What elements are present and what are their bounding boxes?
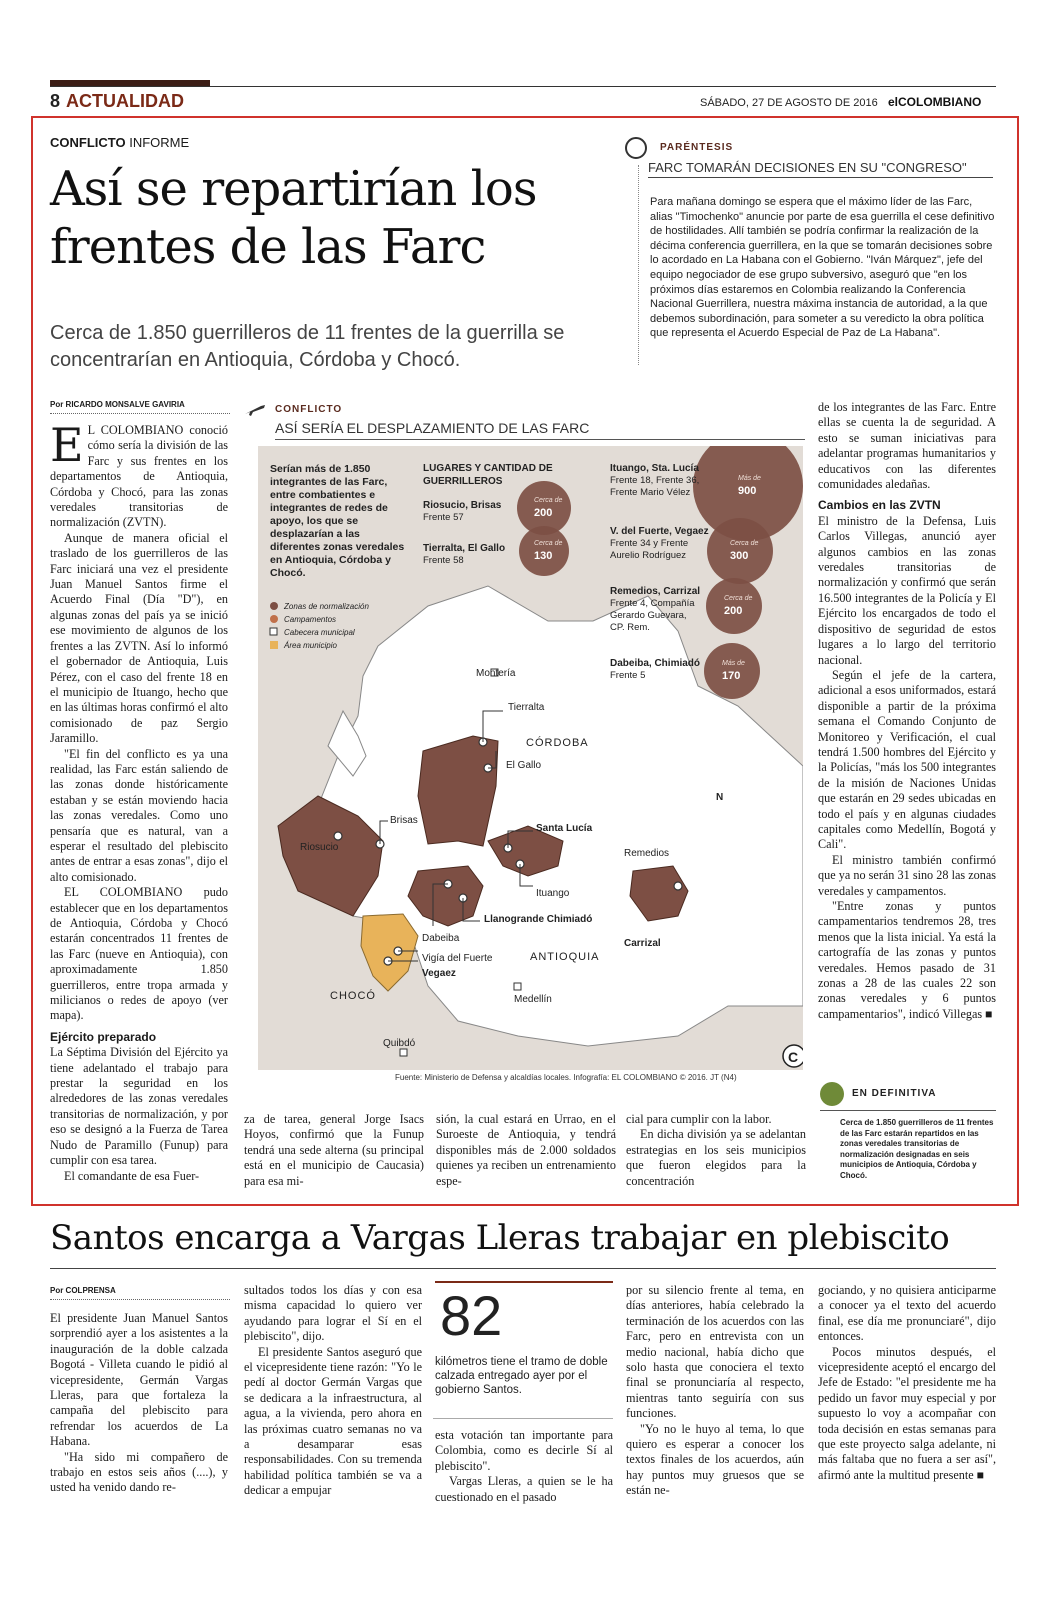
issue-date: SÁBADO, 27 DE AGOSTO DE 2016 bbox=[700, 97, 878, 109]
paragraph: EL COLOMBIANO pudo establecer que en los departamentos de Antioquia, Córdoba y Chocó estarán concentrados 11 frentes de las Farc (nueve en Antioquia), con aproximadamente 1.850 guerrilleros, entre tropa armada y milicianos o redes de apoyo (ver mapa). bbox=[50, 885, 228, 1023]
infographic-map bbox=[258, 446, 803, 1070]
headline-2-rule bbox=[50, 1268, 996, 1269]
group-count: 300 bbox=[730, 550, 749, 562]
stat-separator bbox=[433, 1418, 613, 1419]
infographic-kicker: CONFLICTO bbox=[275, 404, 343, 415]
paragraph: El comandante de esa Fuer- bbox=[64, 1168, 200, 1183]
header-rule bbox=[50, 86, 996, 87]
group-fronts: Frente 34 y Frente bbox=[610, 538, 689, 549]
svg-text:Ituango: Ituango bbox=[536, 888, 570, 899]
city-marker bbox=[514, 983, 521, 990]
camp-marker bbox=[334, 832, 342, 840]
parentesis-body: Para mañana domingo se espera que el máximo líder de las Farc, alias "Timochenko" anuncie por parte de esa guerrilla el cese definitivo de hostilidades. Allí también se podría confirmar la realización de la décima conferencia guerrillera, en la que se tomarán decisiones sobre lo acordado en La Habana con el Gobierno. "Iván Márquez", jefe del equipo negociador de ese grupo subversivo, aseguró que "en los próximos días estaremos en Colombia realizando la Conferencia Nacional Guerrillera, nuestra máxima instancia de autoridad, a la que debemos subordinación, para someter a su veredicto la obra política que representa el Acuerdo Especial de Paz de La Habana". bbox=[650, 196, 995, 340]
svg-text:Chocó.: Chocó. bbox=[270, 567, 306, 579]
svg-text:Brisas: Brisas bbox=[390, 815, 418, 826]
camp-marker bbox=[674, 882, 682, 890]
svg-text:Cabecera municipal: Cabecera municipal bbox=[284, 628, 355, 637]
infographic-source: Fuente: Ministerio de Defensa y alcaldías locales. Infografía: EL COLOMBIANO © 2016. JT (N4) bbox=[395, 1073, 737, 1082]
svg-text:N: N bbox=[716, 792, 724, 803]
group-qualifier: Cerca de bbox=[724, 595, 753, 602]
svg-text:CHOCÓ: CHOCÓ bbox=[330, 990, 376, 1002]
group-fronts: Frente 57 bbox=[423, 512, 464, 523]
a2-column-1: El presidente Juan Manuel Santos sorprendió ayer a los asistentes a la inauguración de la doble calzada Bogotá - Villeta cuando le pidió al vicepresidente, Germán Vargas Lleras, para que fortaleza la campaña del plebiscito para refrendar los acuerdos de La Habana. "Ha sido mi compañero de trabajo en estos seis años (....), y usted ha venido dando re- bbox=[50, 1311, 228, 1495]
zone-vegaez bbox=[361, 914, 418, 991]
subhead: Ejército preparado bbox=[50, 1029, 157, 1044]
paragraph: Aunque de manera oficial el traslado de los guerrilleros de las Farc iniciará una vez el presidente Juan Manuel Santos firme el Acuerdo Final (Día "D"), en algunas zonas del país ya se inició ese movimiento de algunos de los frentes a las ZVTN. Así lo informó el gobernador de Antioquia, Luis Pérez, con el caso del frente 18 en el municipio de Ituango, hecho que en las últimas horas confirmó el alto comisionado de paz Sergio Jaramillo. bbox=[50, 530, 228, 746]
headline-2: Santos encarga a Vargas Lleras trabajar en plebiscito bbox=[50, 1218, 950, 1258]
paragraph: El ministro de la Defensa, Luis Carlos Villegas, anunció ayer algunos cambios en las zonas veredales transitorias de normalización y confirmó que serán 16.500 integrantes de la Policía y El Ejército los encargados de todo el dispositivo de seguridad de estos lugares a lo largo del territorio nacional. bbox=[818, 513, 996, 667]
group-place: V. del Fuerte, Vegaez bbox=[610, 526, 709, 537]
group-count: 130 bbox=[534, 550, 553, 562]
svg-text:integrantes de las Farc,: integrantes de las Farc, bbox=[270, 476, 388, 488]
group-place: Dabeiba, Chimiadó bbox=[610, 658, 701, 669]
headline: Así se repartirían los frentes de las Farc bbox=[50, 161, 537, 275]
group-fronts: Frente 18, Frente 36, bbox=[610, 475, 700, 486]
group-fronts: Frente 58 bbox=[423, 555, 464, 566]
definitiva-title: EN DEFINITIVA bbox=[852, 1088, 937, 1099]
city-marker bbox=[400, 1049, 407, 1056]
gear-icon bbox=[820, 1082, 844, 1106]
byline-2: Por COLPRENSA bbox=[50, 1286, 230, 1300]
definitiva-rule bbox=[820, 1110, 996, 1111]
group-fronts: Frente 5 bbox=[610, 670, 646, 681]
group-qualifier: Cerca de bbox=[534, 497, 563, 504]
svg-text:Remedios: Remedios bbox=[624, 848, 670, 859]
deck: Cerca de 1.850 guerrilleros de 11 frentes de la guerrilla se concentrarían en Antioquia, Córdoba y Chocó. bbox=[50, 322, 565, 371]
stat-rule bbox=[435, 1281, 613, 1283]
svg-text:Quibdó: Quibdó bbox=[383, 1038, 416, 1049]
svg-text:Dabeiba: Dabeiba bbox=[422, 933, 460, 944]
newspaper-brand: elCOLOMBIANO bbox=[888, 95, 982, 109]
column-bottom-2: sión, la cual estará en Urrao, en el Suroeste de Antioquia, y tendrá disponibles más de 2.000 soldados quienes ya reciben un entrenamiento espe- bbox=[436, 1112, 616, 1188]
svg-text:Zonas de normalización: Zonas de normalización bbox=[284, 602, 369, 611]
svg-text:CÓRDOBA: CÓRDOBA bbox=[526, 737, 589, 749]
svg-text:LUGARES Y CANTIDAD DE: LUGARES Y CANTIDAD DE bbox=[423, 463, 553, 474]
zone-el-gallo bbox=[418, 736, 498, 846]
column-4 bbox=[818, 400, 996, 1022]
svg-text:entre combatientes e: entre combatientes e bbox=[270, 489, 376, 501]
svg-text:Vigía del Fuerte: Vigía del Fuerte bbox=[422, 953, 493, 964]
group-place: Riosucio, Brisas bbox=[423, 500, 502, 511]
group-qualifier: Más de bbox=[738, 475, 761, 482]
rifle-icon bbox=[243, 400, 267, 420]
map-legend bbox=[270, 602, 369, 650]
svg-text:desplazarían a las: desplazarían a las bbox=[270, 528, 360, 540]
infographic-logo: C bbox=[788, 1049, 799, 1065]
section-name: ACTUALIDAD bbox=[66, 91, 184, 111]
group-qualifier: Cerca de bbox=[730, 540, 759, 547]
svg-text:Riosucio: Riosucio bbox=[300, 842, 339, 853]
group-place: Ituango, Sta. Lucía bbox=[610, 463, 699, 474]
group-fronts: CP. Rem. bbox=[610, 622, 650, 633]
map-svg bbox=[258, 446, 803, 1070]
parentesis-divider bbox=[638, 165, 639, 365]
a2-column-3: esta votación tan importante para Colombia, como es decirle Sí al plebiscito". Vargas Lleras, a quien se le ha cuestionado en el pasado bbox=[435, 1428, 613, 1504]
group-count: 200 bbox=[724, 605, 743, 617]
svg-text:Santa Lucía: Santa Lucía bbox=[536, 823, 593, 834]
stat-number: 82 bbox=[440, 1284, 503, 1347]
svg-text:Campamentos: Campamentos bbox=[284, 615, 337, 624]
svg-text:en Antioquia, Córdoba y: en Antioquia, Córdoba y bbox=[270, 554, 391, 566]
column-1: E L COLOMBIANO conoció cómo sería la división de las Farc y sus frentes en los departamentos de Antioquia, Córdoba y Chocó, para las zonas veredales transitorias de normalización (ZVTN). Aunque de manera oficial el traslado de los guerrilleros de las Farc iniciará una vez el presidente Juan Manuel Santos firme el Acuerdo Final (Día "D"), en algunas zonas del país ya se inició ese movimiento de algunos de los frentes a las ZVTN. Así lo informó el gobernador de Antioquia, Luis Pérez, con el caso del frente 18 en el municipio de Ituango, hecho que en las últimas horas confirmó el alto comisionado de paz Sergio Jaramillo. "El fin del conflicto es ya una realidad, las Farc están saliendo de las zonas donde históricamente estaban y se están moviendo hacia las zonas veredales. Como uno pensaría que es natural, van a esperar el resultado del plebiscito antes de entrar a esas zonas", dijo el alto comisionado. EL COLOMBIANO pudo establecer que en los departamentos de Antioquia, Córdoba y Chocó estarán concentrados 11 frentes de las Farc (nueve en Antioquia), con aproximadamente 1.850 guerrilleros, entre tropa armada y milicianos o redes de apoyo (ver mapa). Ejército preparado La Séptima División del Ejército ya tiene adelantado el trabajo para prestar la seguridad en los alrededores de las zonas veredales transitorias de normalización, y por eso se designó a la Fuerza de Tarea Nudo de Paramillo (Funup) para cumplir con esa tarea. El comandante de esa Fuer- bbox=[50, 418, 228, 1183]
group-qualifier: Más de bbox=[722, 660, 745, 667]
infographic-intro bbox=[270, 463, 404, 579]
byline: Por RICARDO MONSALVE GAVIRIA bbox=[50, 400, 230, 414]
paragraph: "El fin del conflicto es ya una realidad, las Farc están saliendo de las zonas donde históricamente estaban y se están moviendo hacia las zonas veredales. Como uno pensaría que es natural, van a esperar el resultado del plebiscito antes de entrar a esas zonas", dijo el alto comisionado. bbox=[50, 746, 228, 884]
group-fronts: Gerardo Guevara, bbox=[610, 610, 687, 621]
svg-text:Montería: Montería bbox=[476, 668, 516, 679]
group-fronts: Frente Mario Vélez bbox=[610, 487, 691, 498]
parentesis-subtitle: FARC TOMARÁN DECISIONES EN SU "CONGRESO" bbox=[648, 160, 993, 178]
svg-text:Área municipio: Área municipio bbox=[284, 641, 337, 650]
a2-column-4: por su silencio frente al tema, en días anteriores, había celebrado la terminación de los acuerdos con las Farc, pero en entrevista con un medio nacional, había dicho que solo hasta que conociera el texto final se pronunciaría al respecto, mientras tanto seguiría con sus funciones. "Yo no le huyo al tema, lo que quiero es esperar a conocer los textos finales de los acuerdos, aún hay puntos muy gruesos que se están ne- bbox=[626, 1283, 804, 1498]
group-qualifier: Cerca de bbox=[534, 540, 563, 547]
svg-text:ANTIOQUIA: ANTIOQUIA bbox=[530, 951, 600, 963]
infographic-title: ASÍ SERÍA EL DESPLAZAMIENTO DE LAS FARC bbox=[275, 420, 805, 440]
svg-text:El Gallo: El Gallo bbox=[506, 760, 542, 771]
a2-column-2: sultados todos los días y con esa misma capacidad lo quiero ver ayudando para lograr el Sí en el plebiscito", dijo. El presidente Santos aseguró que el vicepresidente tiene razón: "Yo le pedí al doctor Germán Vargas que se dedicara a la infraestructura, al agua, a la vivienda, pero ahora en las próximas cuatro semanas no va a desamparar esas responsabilidades. Con su tremenda habilidad política también se va a dedicar a empujar bbox=[244, 1283, 422, 1498]
parentesis-title: PARÉNTESIS bbox=[660, 142, 734, 153]
svg-text:Vegaez: Vegaez bbox=[422, 968, 456, 979]
column-bottom-3: cial para cumplir con la labor. En dicha división ya se adelantan estrategias en los seis municipios que fueron elegidos para la concentración bbox=[626, 1112, 806, 1188]
section-label bbox=[50, 91, 184, 112]
svg-text:Tierralta: Tierralta bbox=[508, 702, 545, 713]
group-count: 900 bbox=[738, 485, 757, 497]
stat-text: kilómetros tiene el tramo de doble calzada entregado ayer por el gobierno Santos. bbox=[435, 1356, 608, 1396]
group-fronts: Aurelio Rodríguez bbox=[610, 550, 687, 561]
paragraph: de los integrantes de las Farc. Entre ellas se cuenta la de seguridad. A esto se suman iniciativas para adelantar programas humanitarios y educativos con las diferentes comunidades aledañas. bbox=[818, 400, 996, 492]
group-count: 200 bbox=[534, 507, 553, 519]
group-count: 170 bbox=[722, 670, 741, 682]
group-place: Remedios, Carrizal bbox=[610, 586, 701, 597]
pin-icon bbox=[625, 137, 647, 159]
svg-text:Serían más de 1.850: Serían más de 1.850 bbox=[270, 463, 371, 475]
svg-text:Medellín: Medellín bbox=[514, 994, 552, 1005]
definitiva-body: Cerca de 1.850 guerrilleros de 11 frentes de las Farc estarán repartidos en las zonas veredales transitorias de normalización designadas en seis municipios de Antioquia, Córdoba y Chocó. bbox=[840, 1118, 994, 1180]
drop-cap: E bbox=[50, 418, 84, 472]
group-fronts: Frente 4, Compañía bbox=[610, 598, 695, 609]
paragraph: El ministro también confirmó que ya no serán 31 sino 28 las zonas veredales y campamentos. bbox=[818, 852, 996, 898]
page-number: 8 bbox=[50, 91, 61, 111]
svg-text:Carrizal: Carrizal bbox=[624, 938, 661, 949]
paragraph: "Entre zonas y puntos campamentarios tendremos 28, tres menos que la lista inicial. Ya está la cartografía de las zonas y puntos veredales. Hemos pasado de 31 zonas a 28 de las cuales 22 son zonas veredales y 6 puntos campamentarios", indicó Villegas ■ bbox=[818, 899, 996, 1021]
column-bottom-1: za de tarea, general Jorge Isacs Hoyos, confirmó que la Funup tendrá una sede alterna (su principal está en el municipio de Caucasia) para esa mi- bbox=[244, 1112, 424, 1188]
a2-column-5: gociando, y no quisiera anticiparme a conocer ya el texto del acuerdo final, ese día me pronunciaré", dijo entonces. Pocos minutos después, el vicepresidente aceptó el encargo del Jefe de Estado: "el presidente me ha pedido un favor muy especial y por supuesto lo voy a acompañar con toda decisión en estas semanas para que este proyecto salga adelante, ni más faltaba que no fuera a ser así", afirmó ante la multitud presente ■ bbox=[818, 1283, 996, 1482]
paragraph: La Séptima División del Ejército ya tiene adelantado el trabajo para prestar la seguridad en los alrededores de las zonas veredales transitorias de normalización, y por eso se designó a la Fuerza de Tarea Nudo de Paramillo (Funup) para cumplir con esa tarea. bbox=[50, 1045, 228, 1168]
svg-text:Llanogrande Chimiadó: Llanogrande Chimiadó bbox=[484, 914, 593, 925]
svg-text:diferentes zonas veredales: diferentes zonas veredales bbox=[270, 541, 405, 553]
paragraph: Según el jefe de la cartera, adicional a esos uniformados, estará disponible a partir de la próxima semana el Comando Conjunto de Monitoreo y Verificación, el cual tendrá 1.500 hombres del Ejército y la Policías, "más los 500 integrantes de la misión de Naciones Unidas que estarán en 29 sedes ubicadas en todo el país y en algunas ciudades capitales como Medellín, Bogotá y Cali". bbox=[818, 667, 996, 852]
svg-text:apoyo, los que se: apoyo, los que se bbox=[270, 515, 359, 527]
subhead: Cambios en las ZVTN bbox=[818, 498, 941, 513]
svg-text:GUERRILLEROS: GUERRILLEROS bbox=[423, 476, 503, 487]
group-place: Tierralta, El Gallo bbox=[423, 543, 506, 554]
article-kicker: CONFLICTO INFORME bbox=[50, 135, 190, 150]
svg-text:integrantes de redes de: integrantes de redes de bbox=[270, 502, 388, 514]
